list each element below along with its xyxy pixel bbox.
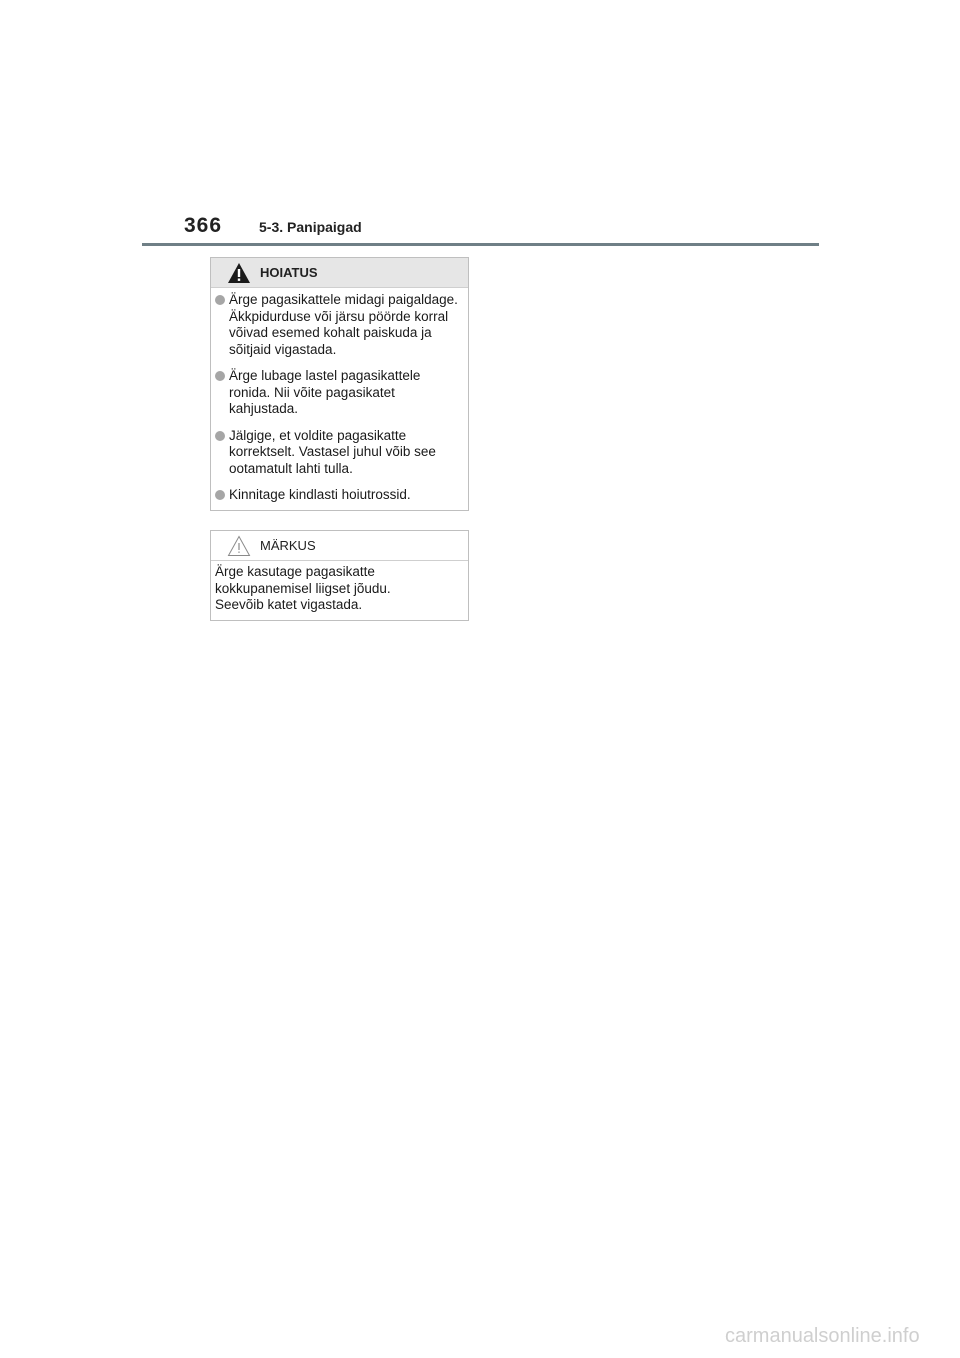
section-title: 5-3. Panipaigad xyxy=(259,219,362,235)
notice-line: Seevõib katet vigastada. xyxy=(215,597,363,612)
watermark: carmanualsonline.info xyxy=(725,1325,920,1347)
warning-box xyxy=(210,257,469,511)
caution-triangle-icon xyxy=(227,535,251,557)
bullet-icon xyxy=(215,295,225,305)
warning-item-text: Ärge pagasikattele midagi paigaldage. Äkkpidurduse või järsu pöörde korral võivad esemed kohalt paiskuda ja sõitjaid vigastada. xyxy=(229,292,458,357)
warning-item xyxy=(215,292,458,358)
warning-item xyxy=(215,487,458,504)
notice-body xyxy=(211,561,468,614)
warning-item-text: Ärge lubage lastel pagasikattele ronida. Nii võite pagasikatet kahjustada. xyxy=(229,368,421,416)
warning-header xyxy=(211,258,468,288)
warning-item-text: Jälgige, et voldite pagasikatte korrektselt. Vastasel juhul võib see ootamatult lahti tulla. xyxy=(229,427,436,476)
page-number: 366 xyxy=(184,214,223,237)
notice-title: MÄRKUS xyxy=(260,538,316,553)
header-rule xyxy=(142,243,819,246)
warning-title: HOIATUS xyxy=(260,265,318,280)
notice-line: Ärge kasutage pagasikatte xyxy=(215,564,375,579)
warning-item xyxy=(215,428,458,478)
warning-item xyxy=(215,368,458,418)
warning-list xyxy=(211,288,468,504)
bullet-icon xyxy=(215,371,225,381)
bullet-icon xyxy=(215,431,225,441)
warning-triangle-icon xyxy=(227,262,251,284)
notice-box xyxy=(210,530,469,621)
bullet-icon xyxy=(215,490,225,500)
notice-line: kokkupanemisel liigset jõudu. xyxy=(215,580,391,596)
notice-header xyxy=(211,531,468,561)
warning-item-text: Kinnitage kindlasti hoiutrossid. xyxy=(229,487,411,502)
